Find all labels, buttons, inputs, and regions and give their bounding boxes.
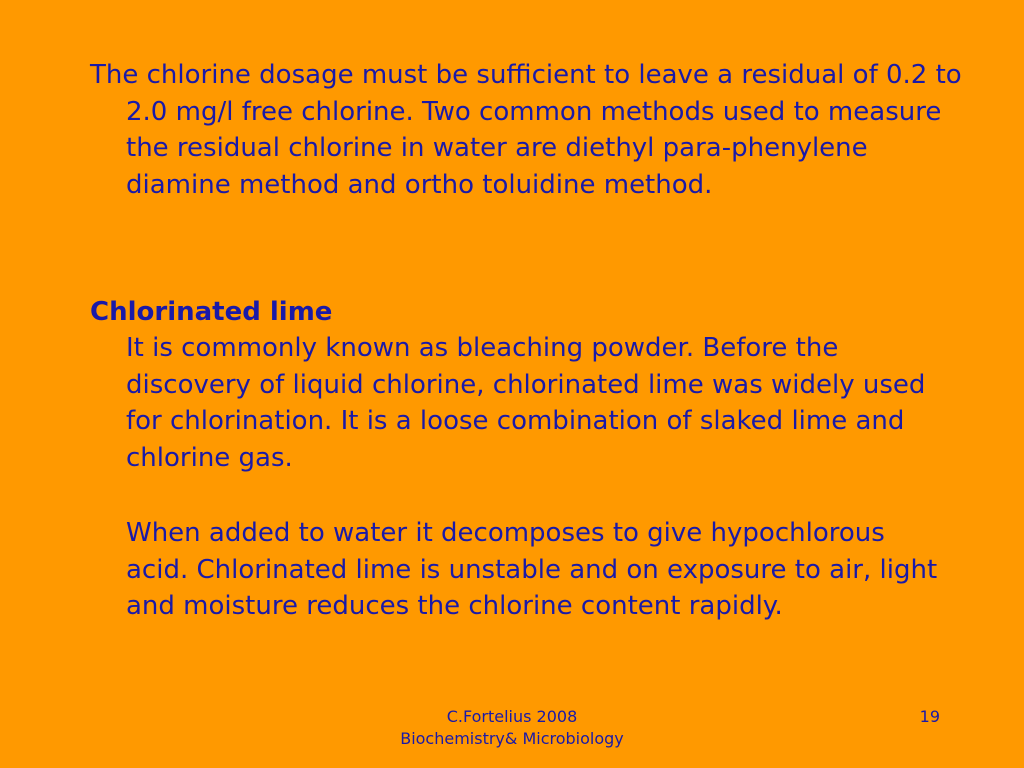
section-heading: Chlorinated lime <box>90 297 333 327</box>
section-paragraph-1: It is commonly known as bleaching powder. Before the discovery of liquid chlorine, chlorinated lime was widely used for chlorination. It is a loose combination of slaked lime and chlorine gas. <box>126 333 926 473</box>
section-paragraph-2: When added to water it decomposes to give hypochlorous acid. Chlorinated lime is unstable and on exposure to air, light and moisture reduces the chlorine content rapidly. <box>126 518 938 621</box>
footer-credit-line1: C.Fortelius 2008 <box>446 707 578 726</box>
page-number: 19 <box>919 707 940 726</box>
footer-credit-line2: Biochemistry& Microbiology <box>400 729 624 748</box>
footer-credit <box>362 706 662 750</box>
body-paragraph: The chlorine dosage must be sufficient to leave a residual of 0.2 to 2.0 mg/l free chlorine. Two common methods used to measure the residual chlorine in water are diethyl para-phenylene diamine method and ortho toluidine method. <box>90 60 962 200</box>
